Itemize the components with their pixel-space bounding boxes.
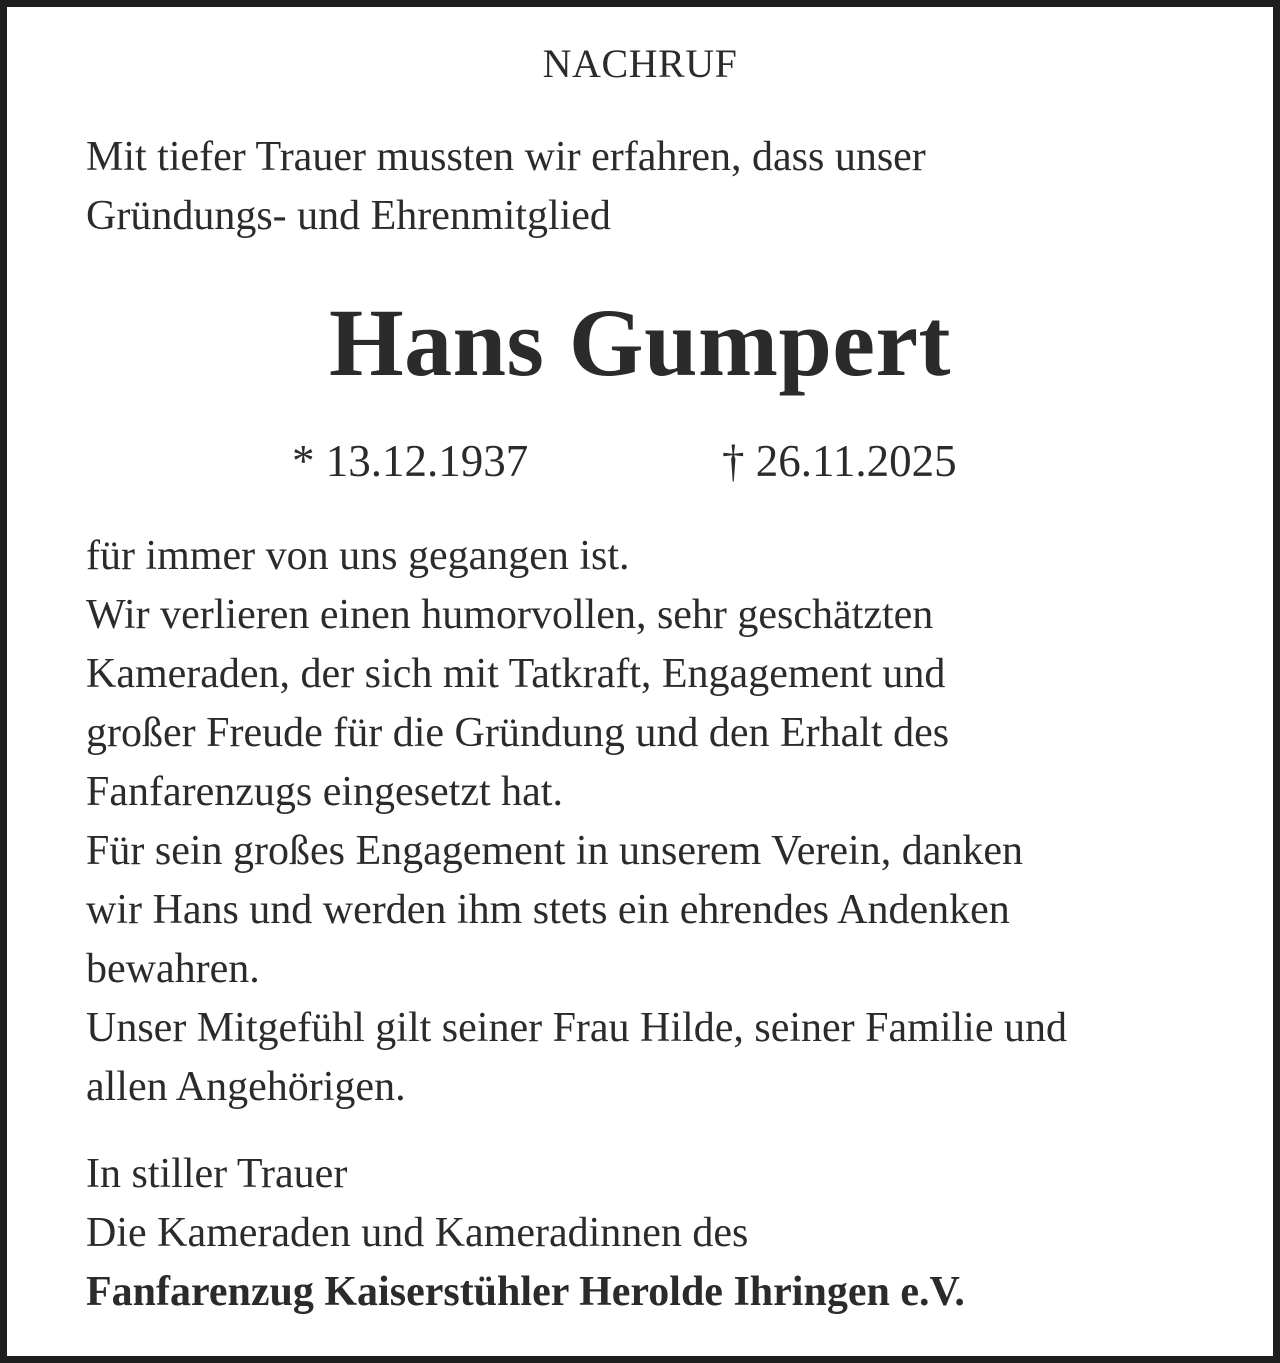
death-date: † 26.11.2025 <box>722 436 957 486</box>
intro-line: Mit tiefer Trauer mussten wir erfahren, dass unser <box>86 134 926 180</box>
body-line: bewahren. <box>86 946 260 992</box>
body-line: Fanfarenzugs eingesetzt hat. <box>86 769 563 815</box>
body-line: wir Hans und werden ihm stets ein ehrendes Andenken <box>86 887 1010 933</box>
obituary-header: NACHRUF <box>542 41 738 86</box>
obituary-closing <box>86 1145 1236 1322</box>
body-line: Für sein großes Engagement in unserem Verein, danken <box>86 828 1023 874</box>
body-line: großer Freude für die Gründung und den Erhalt des <box>86 710 950 756</box>
body-line: allen Angehörigen. <box>86 1064 406 1110</box>
intro-text <box>86 128 1206 246</box>
closing-line: In stiller Trauer <box>86 1151 348 1197</box>
body-line: Unser Mitgefühl gilt seiner Frau Hilde, seiner Familie und <box>86 1005 1067 1051</box>
birth-date: * 13.12.1937 <box>292 436 529 486</box>
body-line: für immer von uns gegangen ist. <box>86 533 630 579</box>
deceased-name: Hans Gumpert <box>328 289 952 396</box>
organization-name: Fanfarenzug Kaiserstühler Herolde Ihringen e.V. <box>86 1269 965 1315</box>
intro-line: Gründungs- und Ehrenmitglied <box>86 193 611 239</box>
obituary-body <box>86 527 1236 1117</box>
body-line: Wir verlieren einen humorvollen, sehr geschätzten <box>86 592 934 638</box>
closing-line: Die Kameraden und Kameradinnen des <box>86 1210 749 1256</box>
body-line: Kameraden, der sich mit Tatkraft, Engagement und <box>86 651 946 697</box>
